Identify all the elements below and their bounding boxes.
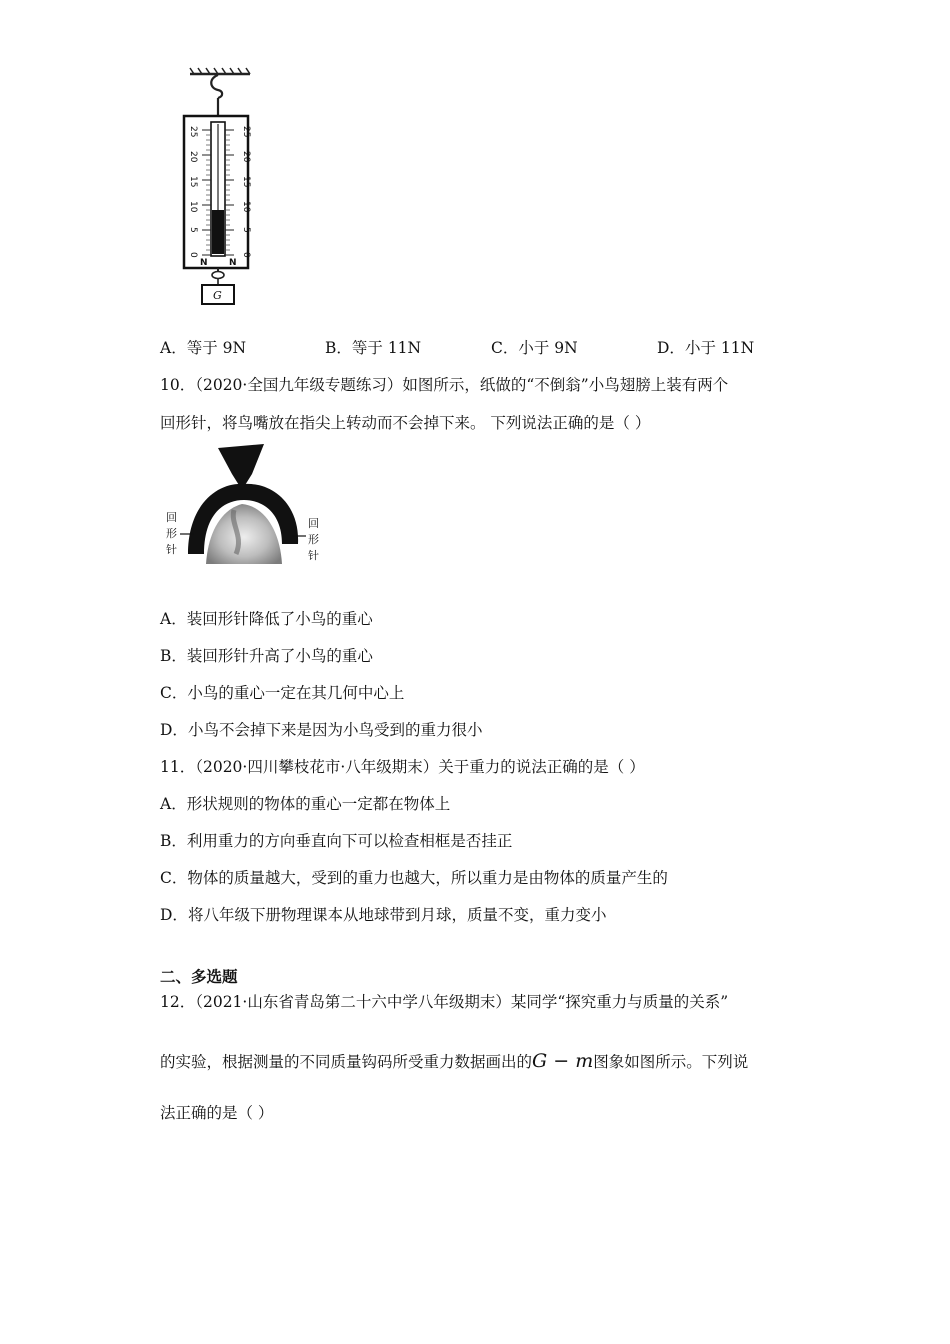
q10-option-d <box>160 718 482 740</box>
spring-scale-drawing <box>178 66 258 314</box>
q9-option-d <box>657 336 754 358</box>
scale-left-label: 5 <box>188 227 198 233</box>
option-letter: A． <box>160 610 187 628</box>
left-clip-label: 针 <box>166 543 177 556</box>
unit-left-label: N <box>200 258 208 268</box>
left-clip-label: 回 <box>166 511 177 524</box>
scale-right-label: 25 <box>241 126 251 138</box>
option-text: 小鸟的重心一定在其几何中心上 <box>187 684 405 702</box>
option-letter: D． <box>657 339 685 357</box>
q9-option-b <box>325 336 421 358</box>
q12-stem-line-1: 12．（2021·山东省青岛第二十六中学八年级期末）某同学“探究重力与质量的关系” <box>160 993 729 1011</box>
scale-left-label: 15 <box>188 176 198 188</box>
option-letter: D． <box>160 721 188 739</box>
q11-option-c <box>160 866 668 888</box>
scale-left-label: 0 <box>188 252 198 258</box>
left-clip-label: 形 <box>166 527 177 540</box>
q10-stem-line-2: 回形针，将鸟嘴放在指尖上转动而不会掉下来。 下列说法正确的是（ ） <box>160 414 651 432</box>
scale-right-label: 0 <box>241 252 251 258</box>
option-text: 等于 9N <box>186 339 247 357</box>
option-text: 小于 9N <box>518 339 578 357</box>
option-text: 利用重力的方向垂直向下可以检查相框是否挂正 <box>186 832 513 850</box>
right-clip-label: 回 <box>308 517 319 530</box>
option-letter: C． <box>160 684 188 702</box>
q12-stem-line-3: 法正确的是（ ） <box>160 1104 274 1122</box>
q12-stem-line-2 <box>160 1050 748 1072</box>
q10-stem-line-1: 10．（2020·全国九年级专题练习）如图所示，纸做的“不倒翁”小鸟翅膀上装有两个 <box>160 376 729 394</box>
q9-option-a <box>160 336 246 358</box>
option-text: 小于 11N <box>684 339 755 357</box>
q12-text-before: 的实验，根据测量的不同质量钩码所受重力数据画出的 <box>160 1053 533 1071</box>
option-letter: B． <box>160 832 187 850</box>
balancing-bird-figure <box>160 444 326 566</box>
right-clip-label: 形 <box>308 533 319 546</box>
q10-option-b <box>160 644 373 666</box>
scale-right-label: 15 <box>241 176 251 188</box>
scale-right-label: 20 <box>241 151 251 163</box>
option-letter: A． <box>160 795 187 813</box>
option-letter: A． <box>160 339 187 357</box>
right-clip-label: 针 <box>308 549 319 562</box>
scale-left-label: 20 <box>188 151 198 163</box>
option-text: 物体的质量越大，受到的重力也越大，所以重力是由物体的质量产生的 <box>187 869 668 887</box>
scale-left-label: 10 <box>188 201 198 213</box>
option-letter: B． <box>325 339 352 357</box>
scale-right-label: 5 <box>241 227 251 233</box>
q11-option-d <box>160 903 606 925</box>
option-letter: C． <box>160 869 188 887</box>
option-letter: C． <box>491 339 519 357</box>
option-text: 等于 11N <box>351 339 422 357</box>
option-letter: B． <box>160 647 187 665</box>
scale-right-label: 10 <box>241 201 251 213</box>
q11-option-b <box>160 829 512 851</box>
option-text: 装回形针升高了小鸟的重心 <box>186 647 373 665</box>
q10-option-a <box>160 607 373 629</box>
option-text: 将八年级下册物理课本从地球带到月球，质量不变，重力变小 <box>187 906 607 924</box>
q11-option-a <box>160 792 450 814</box>
spring-scale-figure <box>178 66 258 314</box>
balancing-bird-drawing <box>160 444 326 566</box>
unit-right-label: N <box>229 258 237 268</box>
q11-stem: 11．（2020·四川攀枝花市·八年级期末）关于重力的说法正确的是（ ） <box>160 758 645 776</box>
q9-option-c <box>491 336 578 358</box>
option-text: 形状规则的物体的重心一定都在物体上 <box>186 795 451 813</box>
option-letter: D． <box>160 906 188 924</box>
section-heading: 二、多选题 <box>160 968 238 986</box>
weight-label: G <box>213 289 222 302</box>
scale-left-label: 25 <box>188 126 198 138</box>
option-text: 小鸟不会掉下来是因为小鸟受到的重力很小 <box>187 721 483 739</box>
q12-text-after: 图象如图所示。下列说 <box>593 1053 749 1071</box>
q10-option-c <box>160 681 404 703</box>
g-m-formula: G − m <box>532 1050 594 1072</box>
option-text: 装回形针降低了小鸟的重心 <box>186 610 373 628</box>
